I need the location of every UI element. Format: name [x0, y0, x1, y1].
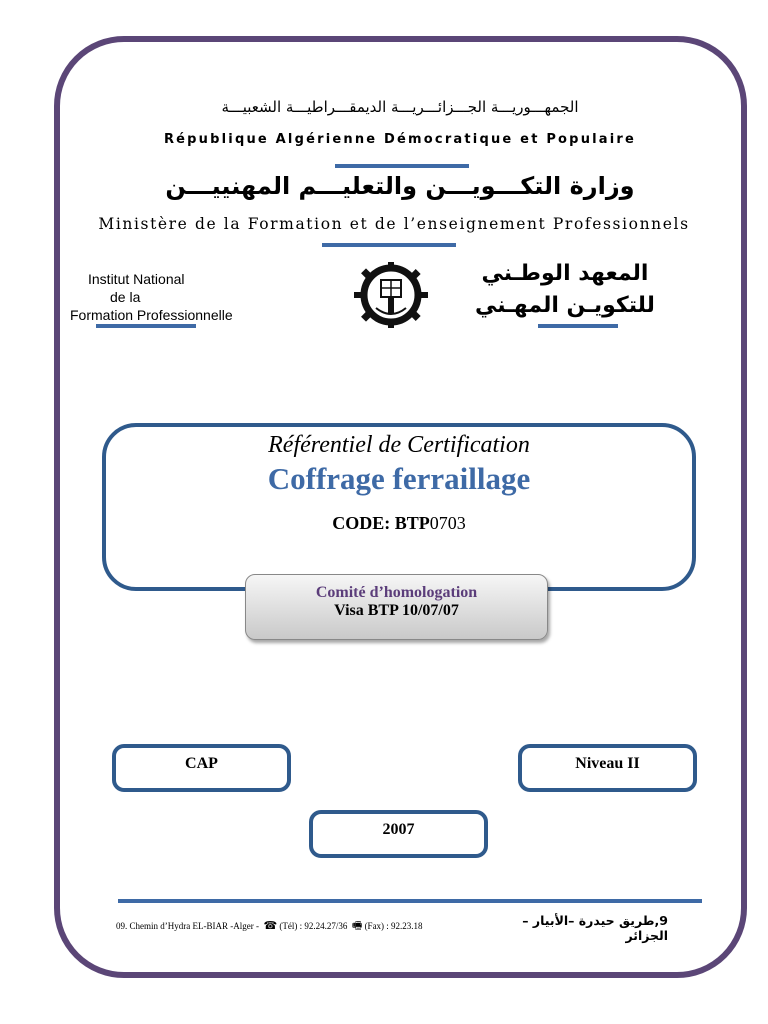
homologation-visa: Visa BTP 10/07/07	[334, 602, 459, 619]
footer-phone: (Tél) : 92.24.27/36	[279, 921, 348, 931]
homologation-box	[245, 574, 548, 640]
divider-bar	[335, 164, 469, 168]
gear-emblem-icon	[352, 262, 430, 328]
footer-address: 09. Chemin d’Hydra EL-BIAR -Alger -	[116, 921, 259, 931]
homologation-title: Comité d’homologation	[315, 584, 478, 601]
code-label: CODE: BTP	[332, 513, 430, 533]
certification-subtitle: Référentiel de Certification	[268, 432, 530, 458]
diploma-box: CAP	[112, 744, 291, 792]
divider-bar	[322, 243, 456, 247]
institute-arabic-line: للتكويـن المهـني	[475, 293, 655, 318]
footer-fax: (Fax) : 92.23.18	[364, 921, 423, 931]
level-box: Niveau II	[518, 744, 697, 792]
institute-french-line: de la	[110, 289, 141, 305]
year-box: 2007	[309, 810, 488, 858]
underline-bar	[96, 324, 196, 328]
institute-french-line: Formation Professionnelle	[70, 307, 233, 323]
institute-french-name	[70, 270, 233, 324]
certification-title: Coffrage ferraillage	[267, 461, 531, 496]
french-ministry-title: Ministère de la Formation et de l’enseignement Professionnels	[98, 215, 690, 233]
arabic-ministry-title: وزارة التكـــويـــن والتعليـــم المهنييـــن	[165, 172, 635, 200]
fax-icon: 🖷	[351, 919, 363, 932]
certification-code	[102, 513, 696, 534]
arabic-republic-title: الجمهـــوريـــة الجـــزائـــريـــة الديمقـــراطيـــة الشعبيـــة	[221, 98, 579, 116]
footer-divider	[118, 899, 702, 903]
code-number: 0703	[429, 513, 466, 533]
footer-arabic-address: 9,طريق حيدرة –الأبيار – الجزائر	[522, 913, 668, 943]
phone-icon: ☎	[263, 919, 278, 932]
french-republic-title: République Algérienne Démocratique et Populaire	[163, 132, 637, 147]
institute-french-line: Institut National	[88, 271, 185, 287]
institute-arabic-line: المعهد الوطـني	[481, 261, 649, 286]
institute-arabic-name	[470, 258, 660, 322]
underline-bar	[538, 324, 618, 328]
footer-contact	[116, 917, 423, 936]
